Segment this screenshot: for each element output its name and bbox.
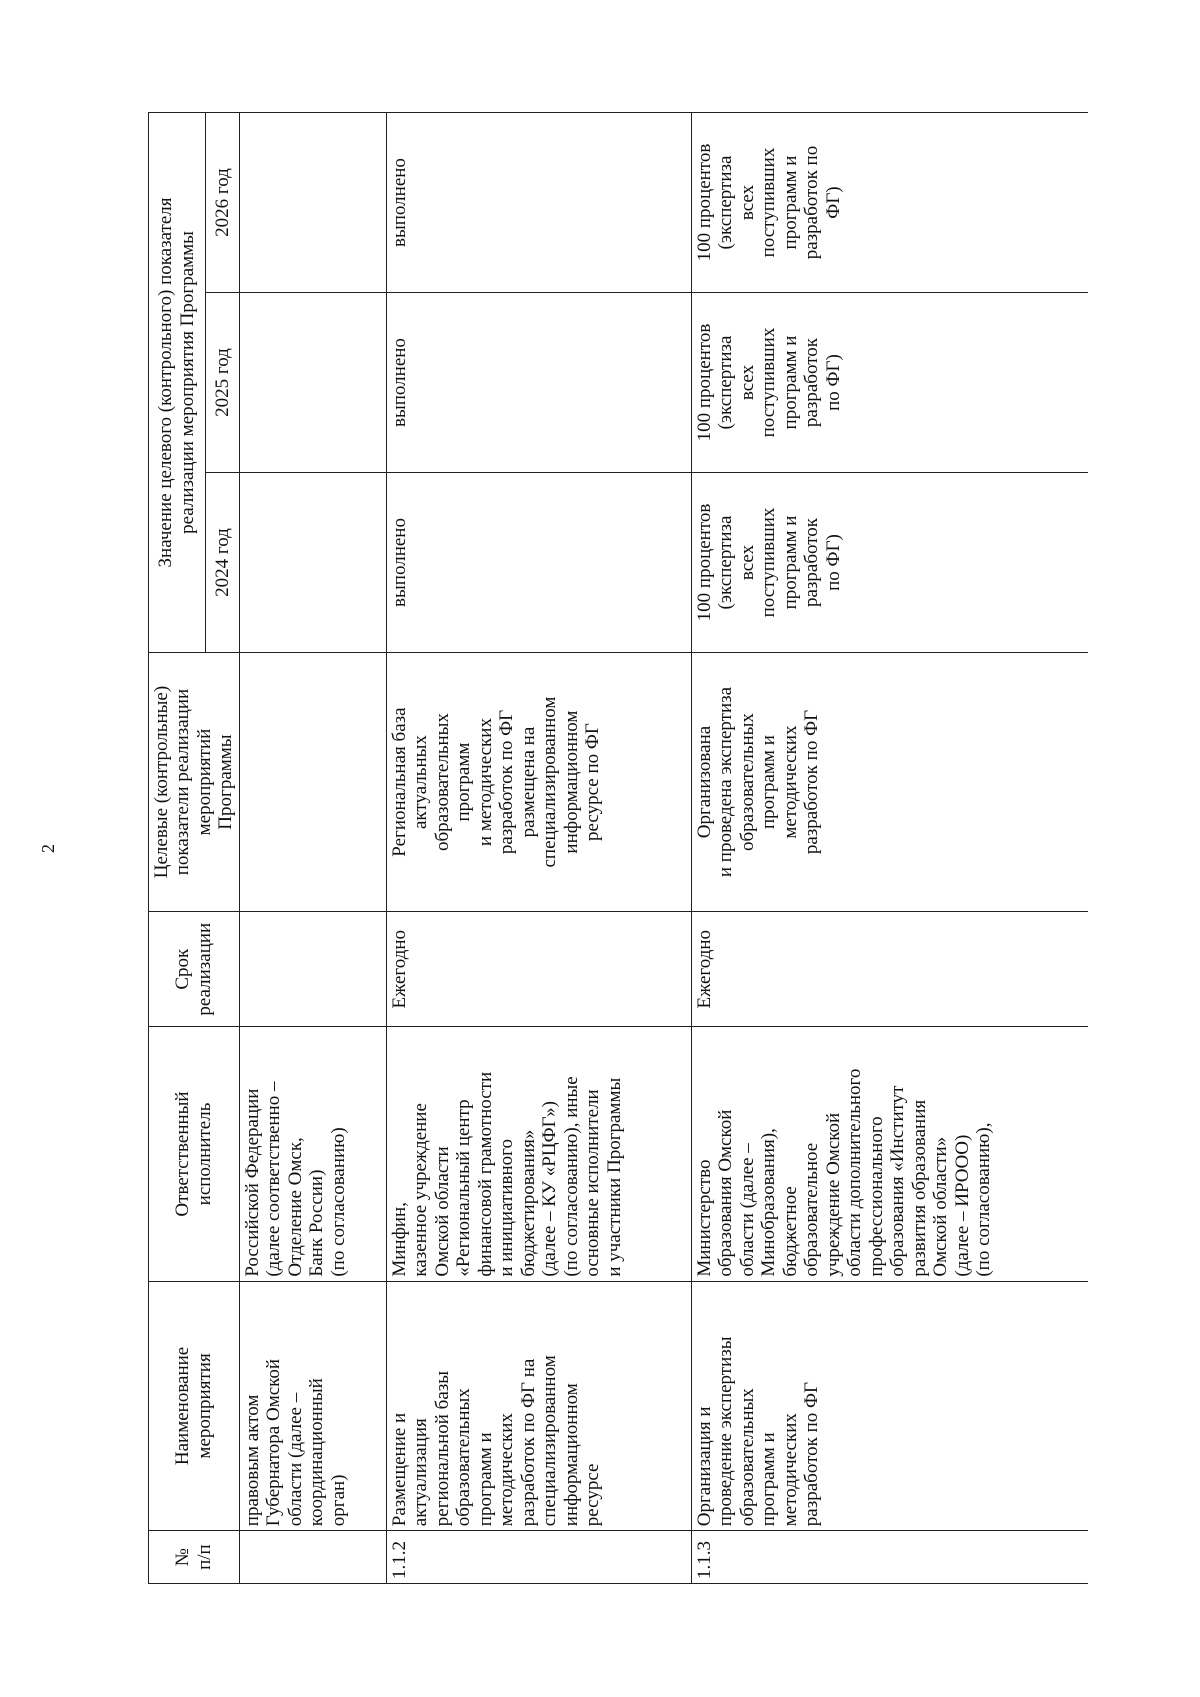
cell-2024 (239, 473, 386, 653)
header-num: № п/п (149, 1531, 240, 1584)
cell-num (239, 1531, 386, 1584)
table-row (691, 113, 1088, 1584)
cell-2024: выполнено (386, 473, 691, 653)
header-executor: Ответственный исполнитель (149, 1027, 240, 1281)
header-values-group: Значение целевого (контрольного) показателя реализации мероприятия Программы (149, 113, 206, 653)
header-year-2024: 2024 год (205, 473, 239, 653)
cell-2025 (239, 293, 386, 473)
cell-term: Ежегодно (691, 912, 1088, 1027)
cell-target (239, 652, 386, 911)
rotated-table (148, 112, 1088, 1584)
cell-2026: выполнено (386, 113, 691, 293)
cell-target: Организована и проведена экспертиза образовательных программ и методических разработок по ФГ (691, 652, 1088, 911)
cell-num: 1.1.3 (691, 1531, 1088, 1584)
cell-term (239, 912, 386, 1027)
cell-name: Организация и проведение экспертизы образовательных программ и методических разработок по ФГ (691, 1281, 1088, 1531)
cell-target: Региональная база актуальных образовательных программ и методических разработок по ФГ размещена на специализированном информационном ресурсе по ФГ (386, 652, 691, 911)
table-row (386, 113, 691, 1584)
cell-name: Размещение и актуализация региональной базы образовательных программ и методических разработок по ФГ на специализированном информационном ресурсе (386, 1281, 691, 1531)
cell-executor: Минфин, казенное учреждение Омской области «Региональный центр финансовой грамотности и инициативного бюджетирования» (далее – КУ «РЦФГ») (по согласованию), иные основные исполнители и участники Программы (386, 1027, 691, 1281)
cell-2025: выполнено (386, 293, 691, 473)
cell-2026: 100 процентов (экспертиза всех поступивших программ и разработок по ФГ) (691, 113, 1088, 293)
rotated-table-container (148, 112, 1088, 1584)
cell-2025: 100 процентов (экспертиза всех поступивших программ и разработок по ФГ) (691, 293, 1088, 473)
header-year-2025: 2025 год (205, 293, 239, 473)
header-year-2026: 2026 год (205, 113, 239, 293)
cell-2024: 100 процентов (экспертиза всех поступивших программ и разработок по ФГ) (691, 473, 1088, 653)
table-row (239, 113, 386, 1584)
cell-num: 1.1.2 (386, 1531, 691, 1584)
cell-executor: Российской Федерации (далее соответственно – Отделение Омск, Банк России) (по согласованию) (239, 1027, 386, 1281)
cell-executor: Министерство образования Омской области (далее – Минобразования), бюджетное образовательное учреждение Омской области дополнительного профессионального образования «Институт развития образования Омской области» (далее – ИРООО) (по согласованию), (691, 1027, 1088, 1281)
header-target: Целевые (контрольные) показатели реализации мероприятий Программы (149, 652, 240, 911)
cell-name: правовым актом Губернатора Омской области (далее – координационный орган) (239, 1281, 386, 1531)
cell-term: Ежегодно (386, 912, 691, 1027)
page-number: 2 (38, 844, 58, 853)
header-term: Срок реализации (149, 912, 240, 1027)
program-measures-table (148, 112, 1088, 1584)
cell-2026 (239, 113, 386, 293)
header-name: Наименование мероприятия (149, 1281, 240, 1531)
